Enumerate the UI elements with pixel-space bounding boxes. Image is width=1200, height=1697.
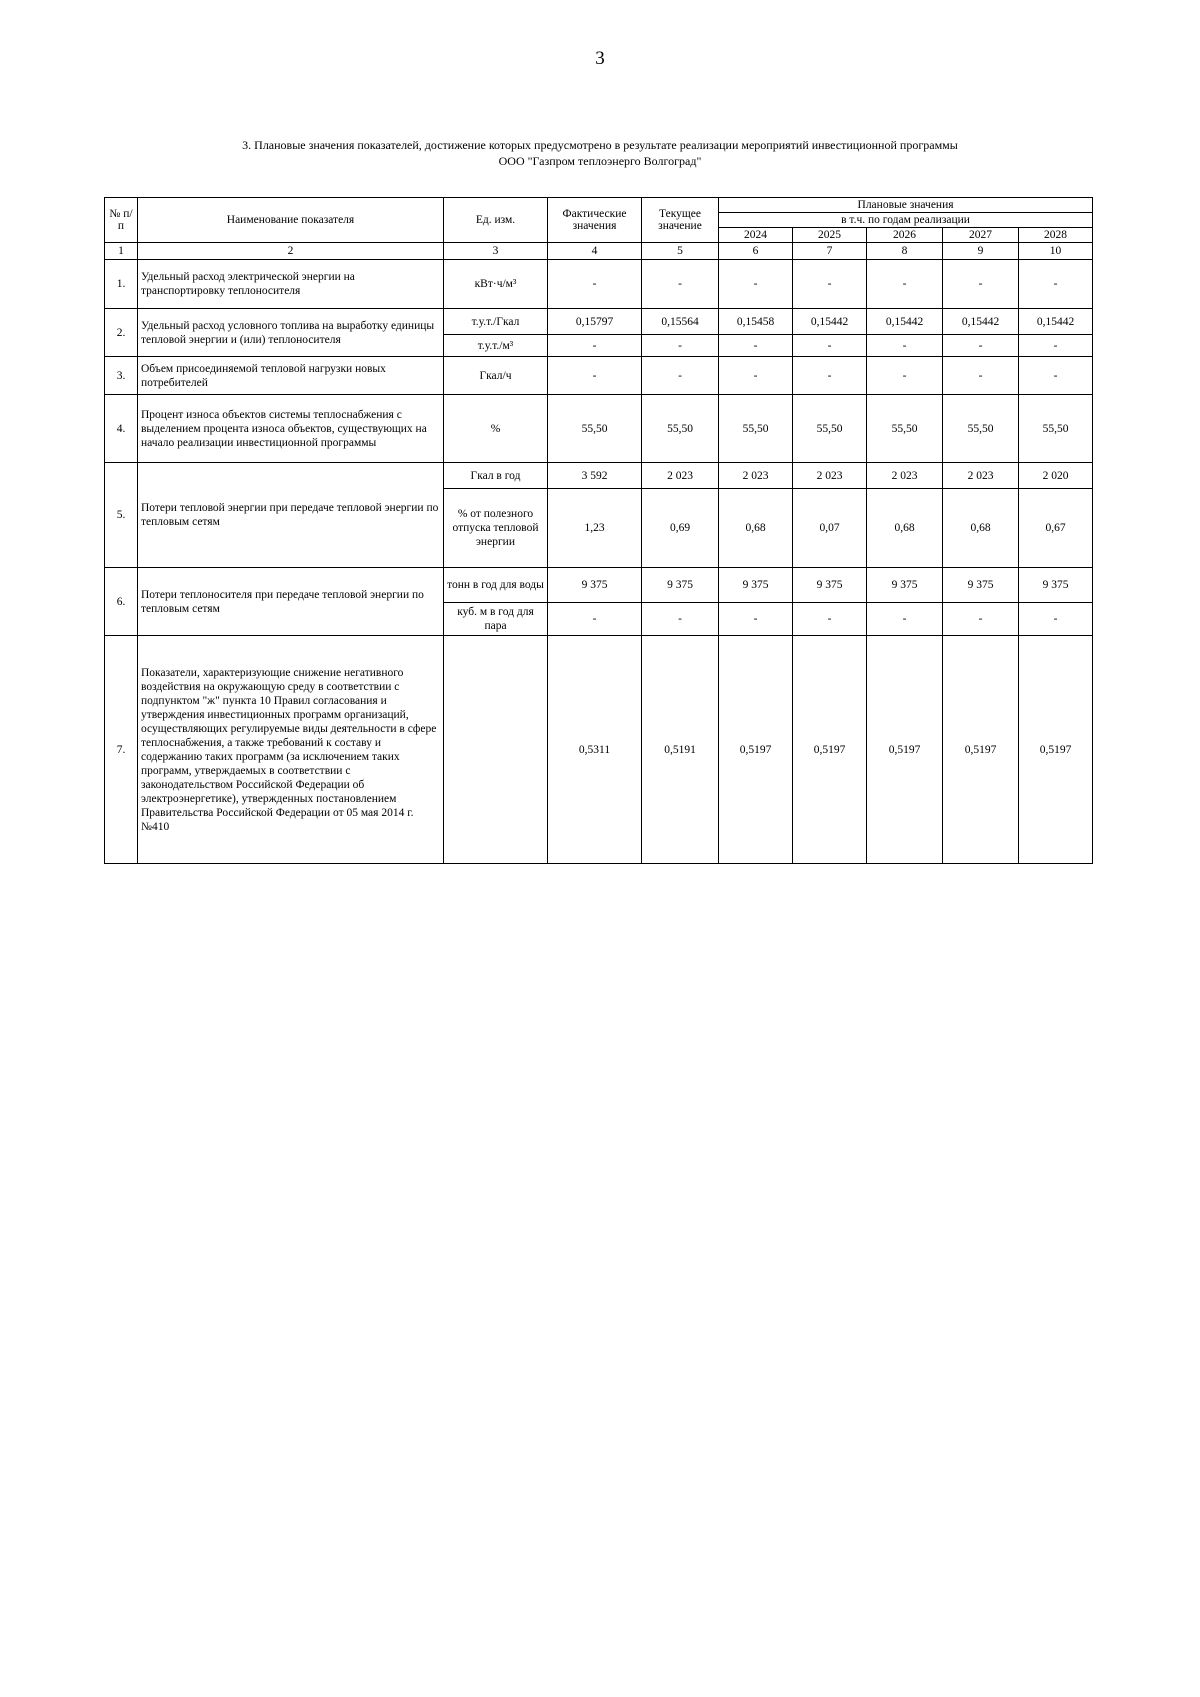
value-cell: 0,5197: [943, 636, 1019, 864]
value-cell: 0,5197: [793, 636, 867, 864]
value-cell: -: [548, 357, 642, 395]
value-cell: 0,67: [1019, 489, 1093, 568]
value-cell: -: [943, 603, 1019, 636]
value-cell: 0,15442: [943, 309, 1019, 335]
indicator-name: Процент износа объектов системы теплоснабжения с выделением процента износа объектов, существующих на начало реализации инвестиционной программы: [138, 395, 444, 463]
header-year: 2028: [1019, 228, 1093, 243]
value-cell: -: [943, 260, 1019, 309]
value-cell: 55,50: [867, 395, 943, 463]
column-number: 3: [444, 243, 548, 260]
value-cell: 2 023: [943, 463, 1019, 489]
column-number: 7: [793, 243, 867, 260]
unit-cell: %: [444, 395, 548, 463]
value-cell: 0,68: [867, 489, 943, 568]
unit-cell: т.у.т./Гкал: [444, 309, 548, 335]
value-cell: -: [719, 603, 793, 636]
value-cell: -: [1019, 260, 1093, 309]
value-cell: 0,07: [793, 489, 867, 568]
value-cell: -: [548, 603, 642, 636]
unit-cell: т.у.т./м³: [444, 335, 548, 357]
table-row: [105, 357, 1093, 395]
unit-cell: Гкал/ч: [444, 357, 548, 395]
row-number: 1.: [105, 260, 138, 309]
header-year: 2024: [719, 228, 793, 243]
value-cell: -: [642, 335, 719, 357]
value-cell: -: [642, 357, 719, 395]
unit-cell: кВт·ч/м³: [444, 260, 548, 309]
row-number: 7.: [105, 636, 138, 864]
value-cell: 1,23: [548, 489, 642, 568]
value-cell: -: [1019, 335, 1093, 357]
page-number: 3: [595, 48, 605, 69]
value-cell: 2 020: [1019, 463, 1093, 489]
header-planned: Плановые значения: [719, 198, 1093, 213]
value-cell: 0,15442: [1019, 309, 1093, 335]
title-line-1: 3. Плановые значения показателей, достижение которых предусмотрено в результате реализации мероприятий инвестиционной программы: [242, 138, 958, 152]
value-cell: 55,50: [548, 395, 642, 463]
row-number: 5.: [105, 463, 138, 568]
value-cell: -: [548, 260, 642, 309]
value-cell: -: [1019, 357, 1093, 395]
value-cell: 2 023: [719, 463, 793, 489]
value-cell: -: [642, 260, 719, 309]
value-cell: 9 375: [719, 568, 793, 603]
value-cell: 0,5197: [1019, 636, 1093, 864]
value-cell: 0,69: [642, 489, 719, 568]
value-cell: 0,5197: [867, 636, 943, 864]
value-cell: 0,68: [719, 489, 793, 568]
value-cell: 55,50: [1019, 395, 1093, 463]
value-cell: 0,15458: [719, 309, 793, 335]
value-cell: -: [1019, 603, 1093, 636]
header-year: 2027: [943, 228, 1019, 243]
header-num: № п/п: [105, 198, 138, 243]
unit-cell: % от полезного отпуска тепловой энергии: [444, 489, 548, 568]
table-row: [105, 260, 1093, 309]
column-numbers-row: [105, 243, 1093, 260]
value-cell: -: [867, 260, 943, 309]
value-cell: 3 592: [548, 463, 642, 489]
indicators-table: [104, 197, 1093, 864]
column-number: 6: [719, 243, 793, 260]
header-current: Текущее значение: [642, 198, 719, 243]
unit-cell: Гкал в год: [444, 463, 548, 489]
table-row: [105, 395, 1093, 463]
unit-cell: куб. м в год для пара: [444, 603, 548, 636]
value-cell: 55,50: [943, 395, 1019, 463]
value-cell: -: [719, 335, 793, 357]
indicator-name: Удельный расход условного топлива на выработку единицы тепловой энергии и (или) теплоносителя: [138, 309, 444, 357]
column-number: 2: [138, 243, 444, 260]
indicator-name: Объем присоединяемой тепловой нагрузки новых потребителей: [138, 357, 444, 395]
value-cell: 2 023: [793, 463, 867, 489]
column-number: 10: [1019, 243, 1093, 260]
value-cell: 0,15797: [548, 309, 642, 335]
indicator-name: Потери теплоносителя при передаче тепловой энергии по тепловым сетям: [138, 568, 444, 636]
document-title: [105, 137, 1095, 169]
value-cell: -: [793, 357, 867, 395]
value-cell: 9 375: [793, 568, 867, 603]
header-actual: Фактические значения: [548, 198, 642, 243]
value-cell: -: [548, 335, 642, 357]
indicator-name: Показатели, характеризующие снижение негативного воздействия на окружающую среду в соответствии с подпунктом "ж" пункта 10 Правил согласования и утверждения инвестиционных программ организаций, осуществляющих регулируемые виды деятельности в сфере теплоснабжения, а также требований к составу и содержанию таких программ (за исключением таких программ, утверждаемых в соответствии с законодательством Российской Федерации об электроэнергетике), утвержденных постановлением Правительства Российской Федерации от 05 мая 2014 г. №410: [138, 636, 444, 864]
value-cell: -: [719, 357, 793, 395]
column-number: 1: [105, 243, 138, 260]
table-row: [105, 568, 1093, 603]
unit-cell: [444, 636, 548, 864]
value-cell: 9 375: [548, 568, 642, 603]
column-number: 4: [548, 243, 642, 260]
row-number: 3.: [105, 357, 138, 395]
value-cell: 0,15442: [793, 309, 867, 335]
table-row: [105, 463, 1093, 489]
value-cell: 0,68: [943, 489, 1019, 568]
value-cell: 55,50: [793, 395, 867, 463]
value-cell: 0,5191: [642, 636, 719, 864]
value-cell: -: [943, 335, 1019, 357]
value-cell: -: [867, 357, 943, 395]
value-cell: -: [642, 603, 719, 636]
row-number: 4.: [105, 395, 138, 463]
column-number: 5: [642, 243, 719, 260]
header-year: 2026: [867, 228, 943, 243]
indicator-name: Потери тепловой энергии при передаче тепловой энергии по тепловым сетям: [138, 463, 444, 568]
value-cell: -: [719, 260, 793, 309]
value-cell: -: [793, 260, 867, 309]
header-name: Наименование показателя: [138, 198, 444, 243]
value-cell: -: [793, 335, 867, 357]
column-number: 8: [867, 243, 943, 260]
value-cell: 0,15442: [867, 309, 943, 335]
value-cell: -: [867, 603, 943, 636]
value-cell: 9 375: [867, 568, 943, 603]
table-row: [105, 636, 1093, 864]
title-line-2: ООО "Газпром теплоэнерго Волгоград": [498, 154, 702, 168]
row-number: 2.: [105, 309, 138, 357]
value-cell: -: [943, 357, 1019, 395]
value-cell: 55,50: [719, 395, 793, 463]
value-cell: 9 375: [1019, 568, 1093, 603]
row-number: 6.: [105, 568, 138, 636]
column-number: 9: [943, 243, 1019, 260]
value-cell: 0,5311: [548, 636, 642, 864]
value-cell: 2 023: [642, 463, 719, 489]
unit-cell: тонн в год для воды: [444, 568, 548, 603]
header-by-years: в т.ч. по годам реализации: [719, 213, 1093, 228]
header-year: 2025: [793, 228, 867, 243]
value-cell: 55,50: [642, 395, 719, 463]
table-row: [105, 309, 1093, 335]
value-cell: 9 375: [943, 568, 1019, 603]
value-cell: -: [793, 603, 867, 636]
table-body: [105, 198, 1093, 864]
header-unit: Ед. изм.: [444, 198, 548, 243]
value-cell: -: [867, 335, 943, 357]
indicator-name: Удельный расход электрической энергии на транспортировку теплоносителя: [138, 260, 444, 309]
value-cell: 0,5197: [719, 636, 793, 864]
value-cell: 2 023: [867, 463, 943, 489]
value-cell: 9 375: [642, 568, 719, 603]
value-cell: 0,15564: [642, 309, 719, 335]
